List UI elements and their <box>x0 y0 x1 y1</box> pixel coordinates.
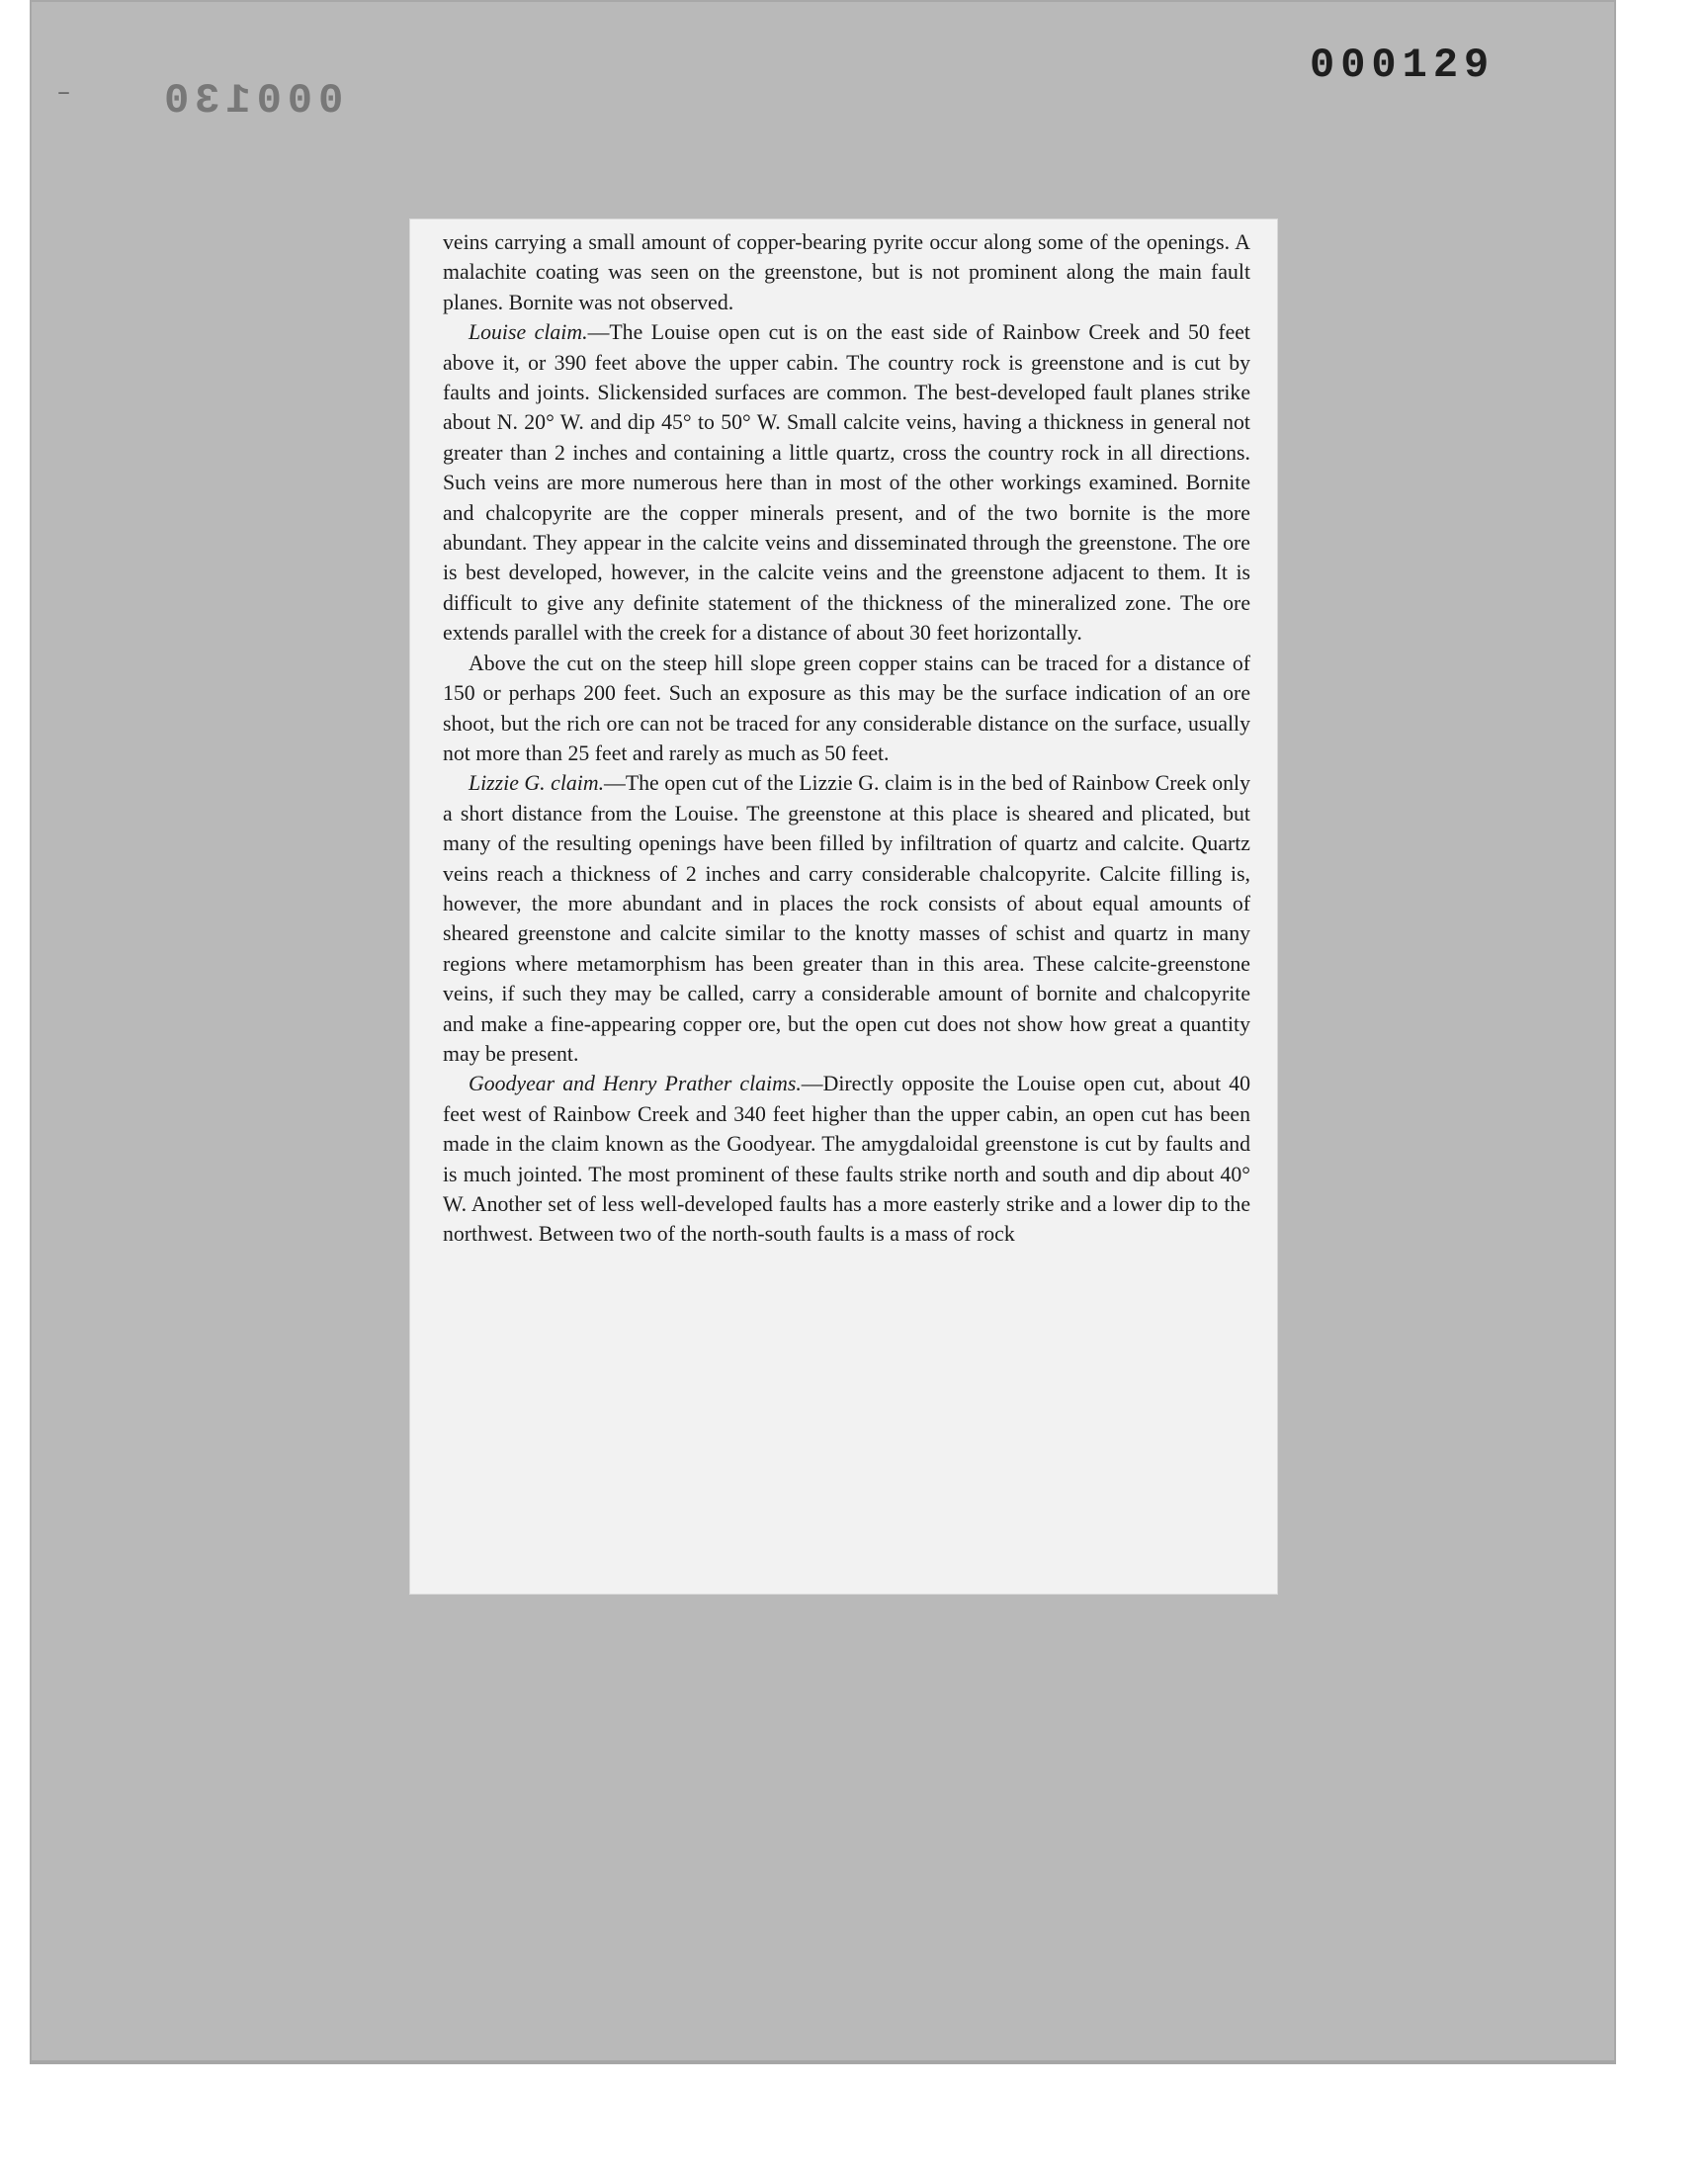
paragraph-heading: Lizzie G. claim. <box>469 771 605 796</box>
paragraph-lizzie-g-claim <box>443 768 1250 1069</box>
paragraph-text: veins carrying a small amount of copper-bearing pyrite occur along some of the openings. A malachite coating was seen on the greenstone, but is not prominent along the main fault planes. Bornite was not observed. <box>443 230 1250 314</box>
paragraph-heading: Louise claim. <box>469 320 588 345</box>
paragraph-goodyear-claims <box>443 1069 1250 1249</box>
paragraph-heading: Goodyear and Henry Prather claims. <box>469 1072 802 1096</box>
page-number-stamp: 000129 <box>1310 42 1495 89</box>
page-number-stamp-mirrored: 000130 <box>158 77 344 125</box>
paragraph-louise-claim <box>443 317 1250 648</box>
paragraph-text: —The Louise open cut is on the east side of Rainbow Creek and 50 feet above it, or 390 feet above the upper cabin. The country rock is greenstone and is cut by faults and joints. Slickensided surfaces are common. The best-developed fault planes strike about N. 20° W. and dip 45° to 50° W. Small calcite veins, having a thickness in general not greater than 2 inches and containing a little quartz, cross the country rock in all directions. Such veins are more numerous here than in most of the other workings examined. Bornite and chalcopyrite are the copper minerals present, and of the two bornite is the more abundant. They appear in the calcite veins and disseminated through the greenstone. The ore is best developed, however, in the calcite veins and the greenstone adjacent to them. It is difficult to give any definite statement of the thickness of the mineralized zone. The ore extends parallel with the creek for a distance of about 30 feet horizontally. <box>443 320 1250 646</box>
paragraph-copper-stains <box>443 649 1250 769</box>
paragraph-continuation <box>443 227 1250 317</box>
sheet-bottom-edge <box>30 2060 1616 2064</box>
text-clipping <box>410 219 1277 1594</box>
paragraph-text: Above the cut on the steep hill slope green copper stains can be traced for a distance of 150 or perhaps 200 feet. Such an exposure as this may be the surface indication of an ore shoot, but the rich ore can not be traced for any considerable distance on the surface, usually not more than 25 feet and rarely as much as 50 feet. <box>443 651 1250 765</box>
paragraph-text: —The open cut of the Lizzie G. claim is in the bed of Rainbow Creek only a short distance from the Louise. The greenstone at this place is sheared and plicated, but many of the resulting openings have been filled by infiltration of quartz and calcite. Quartz veins reach a thickness of 2 inches and carry considerable chalcopyrite. Calcite filling is, however, the more abundant and in places the rock consists of about equal amounts of sheared greenstone and calcite similar to the knotty masses of schist and quartz in many regions where metamorphism has been greater than in this area. These calcite-greenstone veins, if such they may be called, carry a considerable amount of bornite and chalcopyrite and make a fine-appearing copper ore, but the open cut does not show how great a quantity may be present. <box>443 771 1250 1066</box>
paragraph-text: —Directly opposite the Louise open cut, about 40 feet west of Rainbow Creek and 340 feet higher than the upper cabin, an open cut has been made in the claim known as the Goodyear. The amygdaloidal greenstone is cut by faults and is much jointed. The most prominent of these faults strike north and south and dip about 40° W. Another set of less well-developed faults has a more easterly strike and a lower dip to the northwest. Between two of the north-south faults is a mass of rock <box>443 1072 1251 1247</box>
pencil-mark: – <box>57 77 70 107</box>
